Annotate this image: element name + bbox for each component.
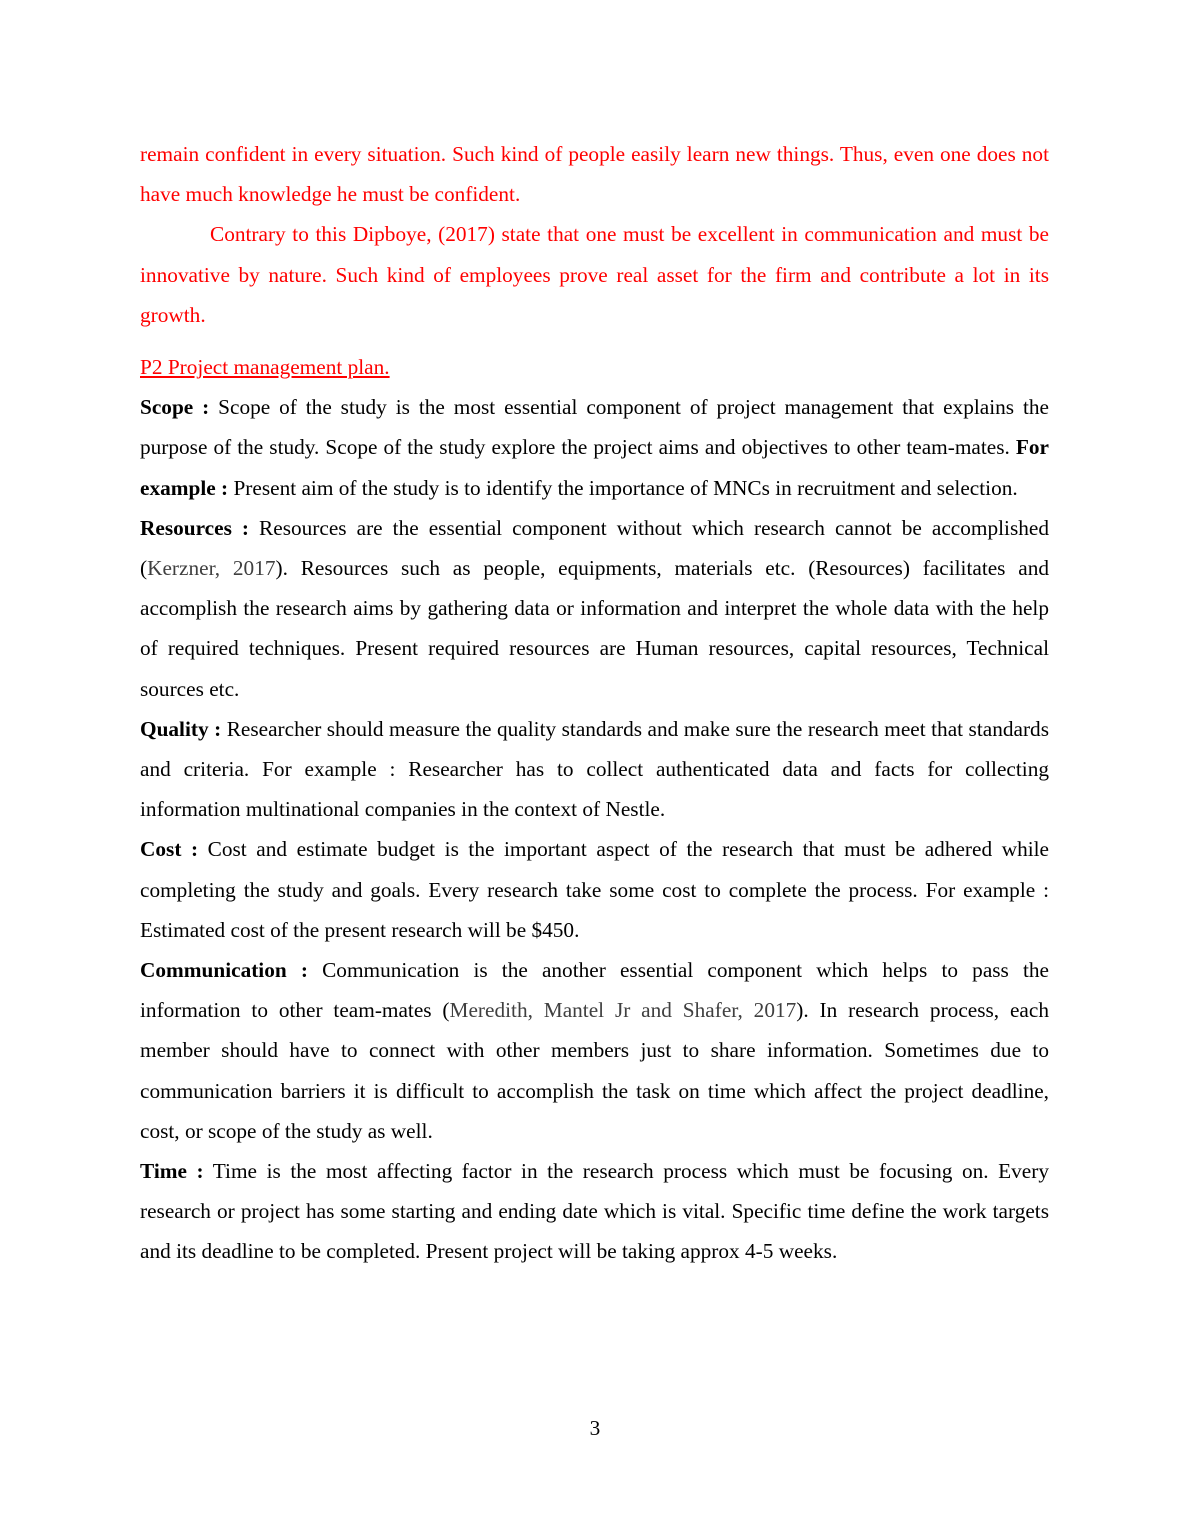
scope-example-text: Present aim of the study is to identify the importance of MNCs in recruitment and selection.: [228, 475, 1018, 500]
time-text: Time is the most affecting factor in the research process which must be focusing on. Every research or project has some starting and ending date which is vital. Specific time define the work targets and its deadline to be completed. Present project will be taking approx 4-5 weeks.: [140, 1159, 1049, 1264]
intro-paragraph-1: remain confident in every situation. Such kind of people easily learn new things. Thus, even one does not have much knowledge he must be confident.: [140, 142, 1049, 207]
quality-label: Quality :: [140, 716, 222, 741]
communication-paragraph: [140, 950, 1049, 1151]
time-paragraph: [140, 1151, 1049, 1272]
time-label: Time :: [140, 1159, 204, 1184]
section-heading: P2 Project management plan.: [140, 355, 390, 380]
scope-text: Scope of the study is the most essential component of project management that explains the purpose of the study. Scope of the study explore the project aims and objectives to other team-mates.: [140, 395, 1049, 460]
scope-example-label: For example :: [140, 435, 1049, 500]
quality-text: Researcher should measure the quality standards and make sure the research meet that standards and criteria. For example : Researcher has to collect authenticated data and facts for collecting information multinational companies in the context of Nestle.: [140, 716, 1049, 822]
resources-text-after: ). Resources such as people, equipments, materials etc. (Resources) facilitates and accomplish the research aims by gathering data or information and interpret the whole data with the help of required techniques. Present required resources are Human resources, capital resources, Technical sources etc.: [140, 556, 1049, 701]
communication-text-before: Communication is the another essential component which helps to pass the information to other team-mates (: [140, 958, 1049, 1023]
resources-citation: Kerzner, 2017: [147, 556, 276, 581]
quality-paragraph: [140, 709, 1049, 830]
intro-paragraph-2: Contrary to this Dipboye, (2017) state that one must be excellent in communication and must be innovative by nature. Such kind of employees prove real asset for the firm and contribute a lot in its growth.: [140, 222, 1049, 327]
scope-paragraph: [140, 387, 1049, 508]
page-number: 3: [589, 1416, 601, 1440]
communication-label: Communication :: [140, 958, 308, 983]
resources-text-before: Resources are the essential component without which research cannot be accomplished (: [140, 515, 1049, 581]
document-page: [140, 134, 1049, 1272]
scope-label: Scope :: [140, 395, 210, 420]
cost-text: Cost and estimate budget is the important aspect of the research that must be adhered while completing the study and goals. Every research take some cost to complete the process. For example : Estimated cost of the present research will be $450.: [140, 837, 1050, 942]
resources-paragraph: [140, 508, 1049, 709]
resources-label: Resources :: [140, 515, 250, 540]
communication-text-after: ). In research process, each member should have to connect with other members just to share information. Sometimes due to communication barriers it is difficult to accomplish the task on time which affect the project deadline, cost, or scope of the study as well.: [140, 998, 1049, 1143]
cost-paragraph: [140, 829, 1049, 950]
cost-label: Cost :: [140, 837, 199, 862]
communication-citation: Meredith, Mantel Jr and Shafer, 2017: [449, 998, 797, 1023]
